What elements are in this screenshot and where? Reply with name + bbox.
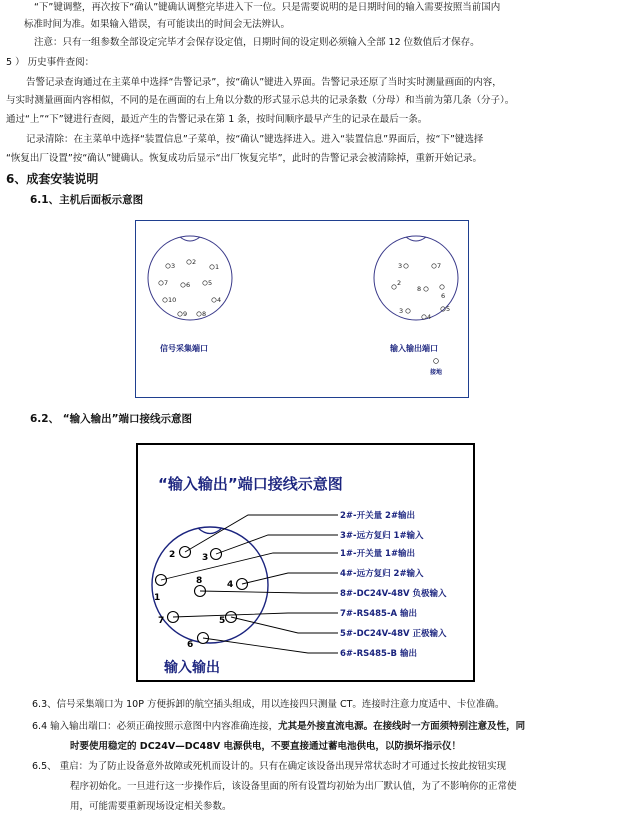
note-6-5-cont: 用，可能需要重新现场设定相关参数。 [70, 801, 232, 812]
note-6-4-text: 6.4 输入输出端口：必须正确按照示意图中内容准确连接， [32, 721, 279, 732]
wiring-label: 8#-DC24V-48V 负极输入 [340, 589, 447, 599]
pin-label: 2 [192, 258, 197, 266]
wiring-label: 1#-开关量 1#输出 [340, 549, 416, 559]
text-line: 5 ） 历史事件查阅： [6, 57, 95, 68]
pin-number: 1 [154, 593, 161, 603]
wiring-label: 5#-DC24V-48V 正极输入 [340, 629, 447, 639]
note-6-3: 6.3、信号采集端口为 10P 方便拆卸的航空插头组成，用以连接四只测量 CT。连接时注意力度适中、卡位准确。 [32, 699, 505, 710]
io-port-label: 输入输出端口 [390, 344, 438, 353]
signal-port-label: 信号采集端口 [160, 344, 208, 353]
pin-label: 6 [186, 281, 191, 289]
pin-label: 1 [215, 263, 220, 271]
wiring-svg [138, 445, 473, 680]
pin-label: 8 [417, 285, 422, 293]
wiring-title: “输入输出”端口接线示意图 [158, 475, 343, 493]
pin-label: 10 [168, 296, 177, 304]
io-connector [152, 527, 268, 643]
note-6-5: 6.5、 重启：为了防止设备意外故障或死机而设计的。只有在确定该设备出现异常状态时才可通过长按此按钮实现 [32, 761, 507, 772]
text-line: 通过“上”“下”键进行查阅，最近产生的告警记录在第 1 条，按时间顺序最早产生的记录在最后一条。 [6, 114, 428, 125]
pin-number: 2 [169, 550, 176, 560]
pin-label: 9 [183, 310, 188, 318]
rear-panel-svg [136, 221, 468, 397]
wiring-diagram [136, 443, 475, 682]
connector-key [180, 237, 200, 241]
pin-label: 3 [399, 307, 404, 315]
ground-terminal [434, 359, 439, 364]
text-line: 标准时间为准。如果输入错误，有可能读出的时间会无法辨认。 [24, 19, 291, 30]
pin-label: 4 [427, 313, 432, 321]
pin-label: 5 [446, 305, 451, 313]
signal-connector-circle [148, 236, 232, 320]
wiring-label: 3#-远方复归 1#输入 [340, 531, 424, 541]
pin-number: 5 [219, 616, 226, 626]
section-heading: 6.1、主机后面板示意图 [30, 194, 144, 206]
wiring-label: 4#-远方复归 2#输入 [340, 569, 424, 579]
note-6-4-emphasis: 尤其是外接直流电源。在接线时一方面须特别注意及性，同 [278, 721, 526, 732]
pin-label: 3 [398, 262, 403, 270]
text-line: 告警记录查询通过在主菜单中选择“告警记录”，按“确认”键进入界面。告警记录还原了当时实时测量画面的内容， [26, 77, 502, 88]
text-line: 与实时测量画面内容相似，不同的是在画面的右上角以分数的形式显示总共的记录条数（分母）和当前为第几条（分子）。 [6, 95, 515, 106]
pin-label: 6 [441, 292, 446, 300]
pin-label: 7 [437, 262, 442, 270]
section-heading: 6.2、 “输入输出”端口接线示意图 [30, 413, 193, 425]
text-line: 记录清除：在主菜单中选择“装置信息”子菜单，按“确认”键选择进入。进入“装置信息”界面后，按“下”键选择 [26, 134, 484, 145]
note-6-4 [32, 720, 525, 734]
rear-panel-diagram [135, 220, 469, 398]
io-port-caption: 输入输出 [164, 660, 220, 676]
text-line: 注意：只有一组参数全部设定完毕才会保存设定值，日期时间的设定则必须输入全部 12 位数值后才保存。 [34, 37, 480, 48]
ground-label: 接地 [430, 369, 443, 376]
pin-number: 6 [187, 640, 194, 650]
pin-label: 8 [202, 310, 207, 318]
pin-label: 4 [217, 296, 222, 304]
pin-label: 2 [397, 279, 402, 287]
wiring-label: 2#-开关量 2#输出 [340, 511, 416, 521]
pin-number: 8 [196, 576, 203, 586]
wiring-label: 7#-RS485-A 输出 [340, 609, 418, 619]
text-line: “恢复出厂设置”按“确认”键确认。恢复成功后显示“出厂恢复完毕”，此时的告警记录会被清除掉，重新开始记录。 [6, 153, 483, 164]
pin-number: 7 [158, 616, 165, 626]
wiring-label: 6#-RS485-B 输出 [340, 649, 417, 659]
pin-number: 3 [202, 553, 209, 563]
pin-number: 4 [227, 580, 234, 590]
section-heading: 6、成套安装说明 [6, 172, 99, 186]
connector-key [406, 237, 426, 241]
note-6-4-warning: 时要使用稳定的 DC24V—DC48V 电源供电，不要直接通过蓄电池供电，以防损坏指示仪！ [70, 741, 461, 752]
note-6-5-cont: 程序初始化。一旦进行这一步操作后，该设备里面的所有设置均初始为出厂默认值，为了不影响你的正常使 [70, 781, 517, 792]
pin-label: 7 [164, 279, 169, 287]
pin-label: 5 [208, 279, 213, 287]
text-line: “下”键调整，再次按下“确认”键确认调整完毕进入下一位。只是需要说明的是日期时间的输入需要按照当前国内 [34, 2, 501, 13]
pin-label: 3 [171, 262, 176, 270]
